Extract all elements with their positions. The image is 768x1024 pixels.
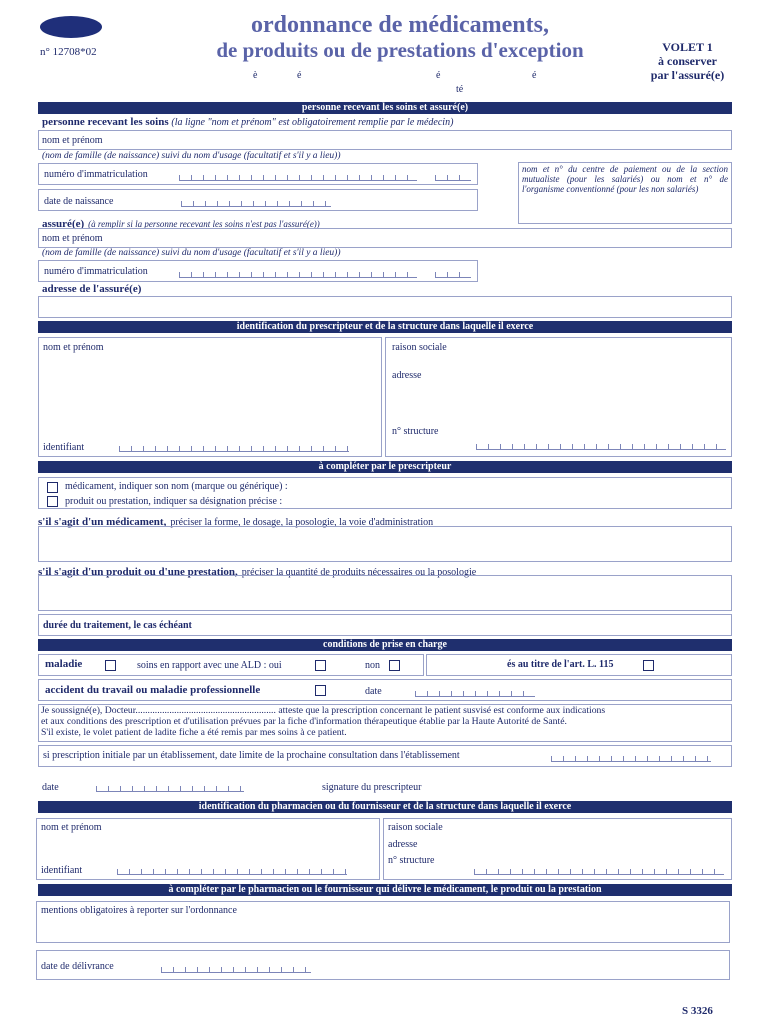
adresse-label: adresse [388,839,418,850]
signature-label: signature du prescripteur [322,782,422,793]
maladie-checkbox[interactable] [105,660,116,671]
produit-note: préciser la quantité de produits nécessaires ou la posologie [241,567,477,578]
raison-sociale-label: raison sociale [388,822,443,833]
centre-paiement-note: nom et n° du centre de paiement ou de la section mutualiste (pour les salariés) ou nom et n° de l'organisme conventionné (pour les non salariés) [522,164,728,194]
accident-date-label: date [365,686,382,697]
section-bar-patient: personne recevant les soins et assuré(e) [38,102,732,114]
assure-address-heading: adresse de l'assuré(e) [42,283,142,295]
patient-immatriculation-field[interactable] [38,163,478,185]
accident-row [38,679,732,701]
structure-label: n° structure [388,855,435,866]
immatriculation-key-digits[interactable] [435,169,471,181]
ald-label: soins en rapport avec une ALD : oui [137,660,282,671]
assure-heading: assuré(e) [42,218,85,230]
medicament-option-label: médicament, indiquer son nom (marque ou générique) : [65,481,288,492]
assure-name-field[interactable] [38,228,732,248]
patient-heading: personne recevant les soins [42,116,169,128]
initiale-date-digits[interactable] [551,750,711,762]
section-bar-a-completer: à compléter par le prescripteur [38,461,732,473]
form-title-line2: de produits ou de prestations d'exception [216,38,584,62]
volet-number: VOLET 1 [662,40,713,54]
patient-note: (la ligne "nom et prénom" est obligatoirement remplie par le médecin) [171,117,454,128]
prescripteur-name-label: nom et prénom [43,342,104,353]
assure-immatriculation-field[interactable] [38,260,478,282]
pharmacien-identifiant-label: identifiant [41,865,83,876]
structure-label: n° structure [392,426,439,437]
produit-option-label: produit ou prestation, indiquer sa désignation précise : [65,496,283,507]
assure-name-label: nom et prénom [42,233,103,244]
immatriculation-digits[interactable] [179,169,417,181]
immatriculation-label: numéro d'immatriculation [44,169,148,180]
delivrance-date-label: date de délivrance [41,961,114,972]
immatriculation-label: numéro d'immatriculation [44,266,148,277]
article-row [426,654,732,676]
pharmacien-identity-box[interactable] [36,818,380,880]
attestation-line: et aux conditions des prescription et d'utilisation prévues par la fiche d'information thérapeutique établie par la Haute Autorité de Santé. [41,716,567,727]
accident-date-digits[interactable] [415,685,535,697]
patient-heading-row [42,116,453,128]
attestation-box [38,704,732,742]
mentions-field[interactable] [36,901,730,943]
mentions-label: mentions obligatoires à reporter sur l'ordonnance [41,905,237,916]
prescripteur-identifiant-label: identifiant [43,442,85,453]
accent-char: é [297,70,302,81]
section-bar-prescripteur: identification du prescripteur et de la structure dans laquelle il exerce [38,321,732,333]
medicament-details-field[interactable] [38,526,732,562]
prescription-date-digits[interactable] [96,780,244,792]
structure-digits[interactable] [474,863,724,875]
patient-name-note: (nom de famille (de naissance) suivi du nom d'usage (facultatif et s'il y a lieu)) [42,151,341,161]
assure-name-note: (nom de famille (de naissance) suivi du nom d'usage (facultatif et s'il y a lieu)) [42,248,341,258]
produit-details-field[interactable] [38,575,732,611]
ald-non-label: non [365,660,380,671]
volet-info [640,40,735,82]
duree-field[interactable] [38,614,732,636]
section-bar-pharmacien: identification du pharmacien ou du fournisseur et de la structure dans laquelle il exerce [38,801,732,813]
birthdate-label: date de naissance [44,196,114,207]
prescripteur-identifiant-digits[interactable] [119,440,349,452]
produit-checkbox[interactable] [47,496,58,507]
pharmacien-structure-box[interactable] [383,818,732,880]
maladie-row [38,654,424,676]
accident-checkbox[interactable] [315,685,326,696]
adresse-label: adresse [392,370,422,381]
immatriculation-key-digits[interactable] [435,266,471,278]
attestation-line: Je soussigné(e), Docteur.......................................................... atteste que la prescription concernant le patient susvisé est conforme aux indications [41,705,606,716]
patient-name-label: nom et prénom [42,135,103,146]
medicament-heading: s'il s'agit d'un médicament, [38,516,167,528]
patient-birthdate-field[interactable] [38,189,478,211]
prescripteur-structure-box[interactable] [385,337,732,457]
delivrance-date-digits[interactable] [161,961,311,973]
form-title-line1: ordonnance de médicaments, [251,12,549,38]
form-number: n° 12708*02 [40,46,97,58]
ald-oui-checkbox[interactable] [315,660,326,671]
pharmacien-name-label: nom et prénom [41,822,102,833]
volet-keep: à conserver [658,54,717,68]
initiale-label: si prescription initiale par un établissement, date limite de la prochaine consultation dans l'établissement [43,750,460,761]
cerfa-logo [40,16,102,38]
initiale-row [38,745,732,767]
attestation-line: S'il existe, le volet patient de ladite fiche a été remis par mes soins à ce patient. [41,727,347,738]
accent-char: è [253,70,258,81]
medicament-note: préciser la forme, le dosage, la posologie, la voie d'administration [170,517,434,528]
form-code: S 3326 [682,1005,713,1017]
centre-paiement-field[interactable] [518,162,732,224]
delivrance-row [36,950,730,980]
ald-non-checkbox[interactable] [389,660,400,671]
patient-name-field[interactable] [38,130,732,150]
accent-char: é [532,70,537,81]
prescription-date-label: date [42,782,59,793]
duree-label: durée du traitement, le cas échéant [43,620,192,631]
assure-address-field[interactable] [38,296,732,318]
article-checkbox[interactable] [643,660,654,671]
choice-box [38,477,732,509]
prescripteur-identity-box[interactable] [38,337,382,457]
accent-char: é [436,70,441,81]
raison-sociale-label: raison sociale [392,342,447,353]
section-bar-conditions: conditions de prise en charge [38,639,732,651]
immatriculation-digits[interactable] [179,266,417,278]
accident-label: accident du travail ou maladie professionnelle [45,684,261,696]
section-bar-delivrance: à compléter par le pharmacien ou le fournisseur qui délivre le médicament, le produit ou la prestation [38,884,732,896]
birthdate-digits[interactable] [181,195,331,207]
attestation-text [41,705,605,738]
assure-note: (à remplir si la personne recevant les soins n'est pas l'assuré(e)) [88,219,320,229]
maladie-label: maladie [45,658,83,670]
volet-owner: par l'assuré(e) [650,68,725,82]
accent-char: té [456,84,464,95]
pharmacien-identifiant-digits[interactable] [117,863,347,875]
produit-heading: s'il s'agit d'un produit ou d'une prestation, [38,566,238,578]
structure-digits[interactable] [476,438,726,450]
article-label: és au titre de l'art. L. 115 [507,659,614,670]
medicament-checkbox[interactable] [47,482,58,493]
